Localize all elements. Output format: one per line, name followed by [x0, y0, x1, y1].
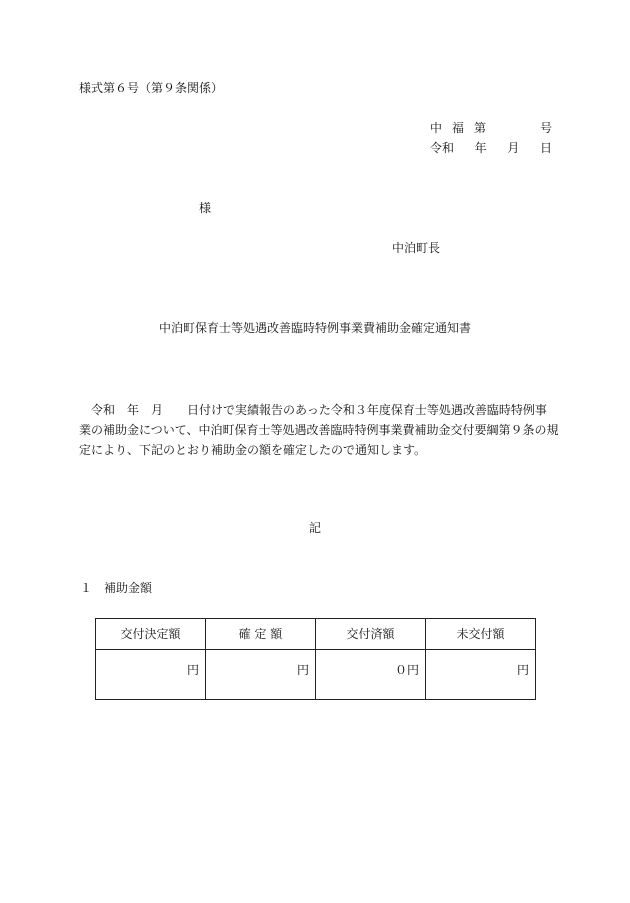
table-header-cell: 確 定 額 — [206, 619, 316, 650]
ref-number-part: 号 — [539, 121, 552, 135]
date-era: 令和 — [430, 141, 455, 155]
table-row — [96, 650, 536, 700]
table-header-cell: 未交付額 — [426, 619, 536, 650]
ref-number-part: 第 — [474, 121, 487, 135]
body-line: 業の補助金について、中泊町保育士等処遇改善臨時特例事業費補助金交付要綱第９条の規 — [79, 423, 559, 437]
body-line: 定により、下記のとおり補助金の額を確定したので通知します。 — [79, 443, 427, 457]
date-year: 年 — [474, 141, 487, 155]
ki-heading: 記 — [308, 521, 321, 535]
date-day: 日 — [539, 141, 552, 155]
table-value-cell: 円 — [96, 650, 206, 700]
ref-number-part: 福 — [452, 121, 465, 135]
table-value-cell: 円 — [206, 650, 316, 700]
issue-date — [430, 140, 552, 156]
amount-table — [95, 618, 536, 700]
document-title: 中泊町保育士等処遇改善臨時特例事業費補助金確定通知書 — [158, 321, 471, 335]
addressee: 様 — [199, 201, 212, 215]
date-month: 月 — [507, 141, 520, 155]
body-text — [79, 400, 559, 460]
issuer: 中泊町長 — [392, 241, 441, 255]
section-heading: １ 補助金額 — [80, 581, 153, 595]
table-header-cell: 交付済額 — [316, 619, 426, 650]
ref-number-part: 中 — [430, 121, 443, 135]
table-value-cell: 円 — [426, 650, 536, 700]
body-line: 令和 年 月 日付けで実績報告のあった令和３年度保育士等処遇改善臨時特例事 — [79, 403, 547, 417]
table-value-cell: ０円 — [316, 650, 426, 700]
form-number: 様式第６号（第９条関係） — [79, 81, 224, 95]
table-header-cell: 交付決定額 — [96, 619, 206, 650]
table-header-row — [96, 619, 536, 650]
reference-number — [430, 120, 552, 136]
